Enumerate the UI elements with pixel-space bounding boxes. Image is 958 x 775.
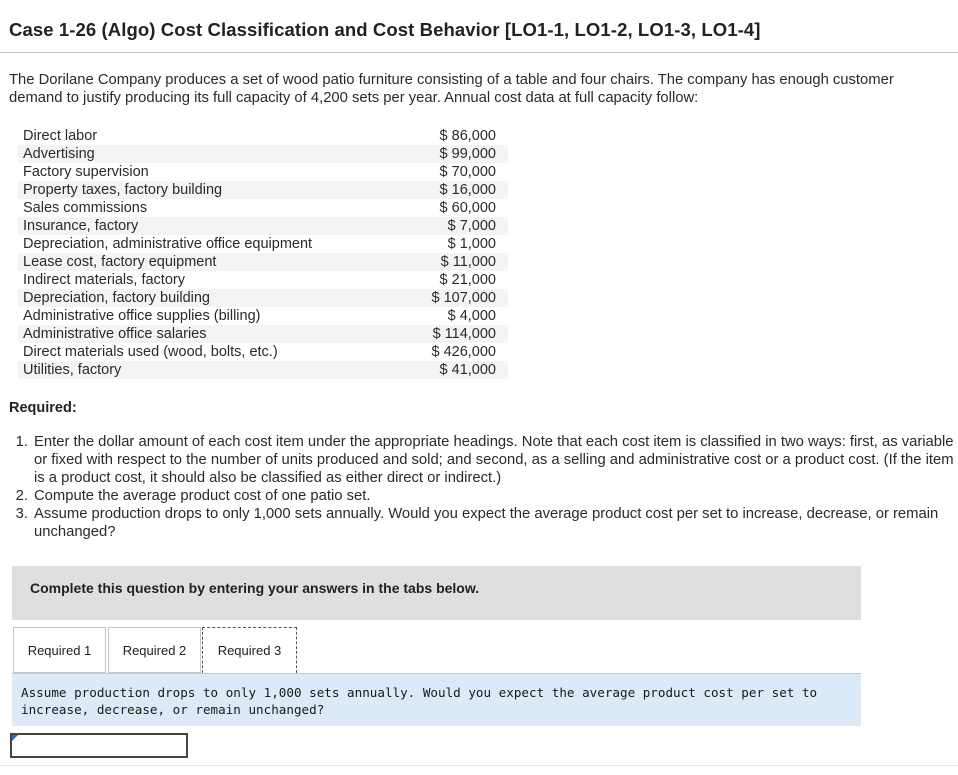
cost-amount: $ 70,000: [439, 164, 496, 180]
cost-amount: $ 41,000: [439, 362, 496, 378]
cost-label: Depreciation, factory building: [23, 290, 210, 306]
cost-label: Utilities, factory: [23, 362, 122, 378]
cost-amount: $ 60,000: [439, 200, 496, 216]
page-title: Case 1-26 (Algo) Cost Classification and Cost Behavior [LO1-1, LO1-2, LO1-3, LO1-4]: [9, 19, 761, 40]
table-row: [18, 325, 508, 343]
cost-amount: $ 21,000: [439, 272, 496, 288]
list-item: [9, 505, 954, 541]
cost-label: Insurance, factory: [23, 218, 139, 234]
bottom-divider: [0, 765, 958, 766]
required-heading: Required:: [9, 400, 77, 416]
cost-label: Factory supervision: [23, 164, 149, 180]
cost-label: Property taxes, factory building: [23, 182, 223, 198]
table-row: [18, 361, 508, 379]
cost-amount: $ 99,000: [439, 146, 496, 162]
requirement-text: Assume production drops to only 1,000 sets annually. Would you expect the average product cost per set to increase, decrease, or remain unchanged?: [34, 506, 939, 540]
cost-amount: $ 86,000: [439, 128, 496, 144]
cost-label: Lease cost, factory equipment: [23, 254, 217, 270]
list-item: [9, 487, 954, 505]
answer-input[interactable]: [10, 733, 188, 758]
requirement-text: Enter the dollar amount of each cost item under the appropriate headings. Note that each cost item is classified in two ways: first, as variable or fixed with respect to the number of units produced and sold; and second, as a selling and administrative cost or a product cost. (If the item is a product cost, it should also be classified as either direct or indirect.): [34, 434, 954, 486]
instruction-text: Complete this question by entering your answers in the tabs below.: [30, 580, 480, 596]
tab-required-3[interactable]: Required 3: [202, 627, 297, 673]
requirements-list: [9, 433, 954, 541]
cost-amount: $ 4,000: [447, 308, 496, 324]
cost-amount: $ 107,000: [431, 290, 496, 306]
table-row: [18, 145, 508, 163]
table-row: [18, 343, 508, 361]
cost-label: Advertising: [23, 146, 95, 162]
table-row: [18, 217, 508, 235]
cost-amount: $ 16,000: [439, 182, 496, 198]
cost-amount: $ 114,000: [432, 326, 496, 342]
table-row: [18, 253, 508, 271]
cost-label: Direct labor: [23, 128, 98, 144]
cost-label: Depreciation, administrative office equipment: [23, 236, 313, 252]
question-text: Assume production drops to only 1,000 sets annually. Would you expect the average product cost per set to increase, decrease, or remain unchanged?: [21, 685, 818, 717]
title-divider: [0, 52, 958, 53]
table-row: [18, 307, 508, 325]
flag-icon: [12, 735, 18, 741]
cost-amount: $ 11,000: [440, 254, 496, 270]
table-row: [18, 127, 508, 145]
requirement-text: Compute the average product cost of one patio set.: [34, 488, 371, 504]
cost-amount: $ 1,000: [447, 236, 496, 252]
requirement-number: 2.: [15, 488, 28, 504]
requirement-number: 3.: [15, 506, 28, 522]
list-item: [9, 433, 954, 487]
table-row: [18, 181, 508, 199]
question-panel: [12, 674, 861, 726]
tab-required-2[interactable]: Required 2: [108, 627, 201, 673]
cost-amount: $ 426,000: [431, 344, 496, 360]
cost-data-table: [18, 127, 508, 379]
instruction-banner: [12, 566, 861, 620]
cost-label: Administrative office supplies (billing): [23, 308, 261, 324]
table-row: [18, 289, 508, 307]
table-row: [18, 199, 508, 217]
cost-label: Sales commissions: [23, 200, 148, 216]
tab-required-1[interactable]: Required 1: [13, 627, 106, 673]
table-row: [18, 235, 508, 253]
table-row: [18, 271, 508, 289]
requirement-number: 1.: [15, 434, 28, 450]
cost-label: Administrative office salaries: [23, 326, 207, 342]
cost-label: Direct materials used (wood, bolts, etc.): [23, 344, 278, 360]
intro-paragraph: The Dorilane Company produces a set of wood patio furniture consisting of a table and four chairs. The company has enough customer demand to justify producing its full capacity of 4,200 sets per year. Annual cost data at full capacity follow:: [9, 72, 894, 106]
cost-label: Indirect materials, factory: [23, 272, 185, 288]
table-row: [18, 163, 508, 181]
cost-amount: $ 7,000: [447, 218, 496, 234]
